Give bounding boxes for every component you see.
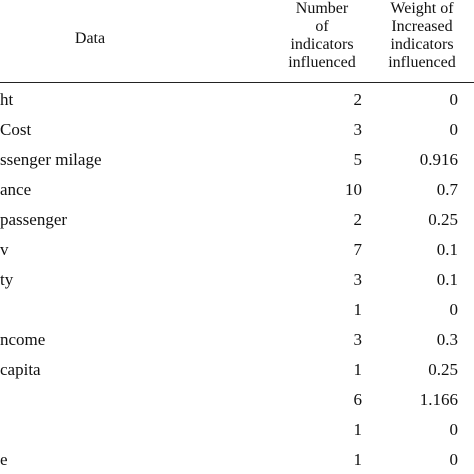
- table-body: [0, 86, 474, 474]
- row-weight: 0: [449, 120, 458, 139]
- header-weight-line: influenced: [388, 54, 456, 71]
- row-label: ncome: [0, 330, 46, 349]
- table-row: [0, 326, 474, 356]
- table-row: [0, 116, 474, 146]
- row-number: 1: [353, 450, 362, 469]
- row-number: 7: [353, 240, 362, 259]
- row-weight: 0.7: [436, 180, 458, 199]
- header-weight-line: indicators: [390, 36, 454, 53]
- row-label: e: [0, 450, 8, 469]
- row-label: passenger: [0, 210, 68, 229]
- row-weight: 0: [449, 300, 458, 319]
- header-number-line: of: [315, 18, 329, 35]
- table-row: [0, 176, 474, 206]
- row-label: ty: [0, 270, 14, 289]
- row-number: 3: [353, 330, 362, 349]
- row-label: v: [0, 240, 9, 259]
- header-weight-line: Increased: [391, 18, 453, 35]
- header-data: Data: [74, 30, 106, 47]
- row-weight: 0.916: [419, 150, 458, 169]
- row-number: 1: [353, 420, 362, 439]
- header-weight-of-increased-indicators: [370, 0, 474, 72]
- table-row: [0, 146, 474, 176]
- header-number-line: indicators: [290, 36, 354, 53]
- row-number: 1: [353, 300, 362, 319]
- row-weight: 0.3: [436, 330, 458, 349]
- table-row: [0, 416, 474, 446]
- row-weight: 1.166: [419, 390, 458, 409]
- row-number: 6: [353, 390, 362, 409]
- header-divider: [0, 82, 474, 83]
- table-row: [0, 206, 474, 236]
- row-weight: 0.1: [436, 270, 458, 289]
- row-weight: 0.1: [436, 240, 458, 259]
- row-number: 1: [353, 360, 362, 379]
- row-weight: 0.25: [428, 210, 458, 229]
- row-label: ht: [0, 90, 14, 109]
- row-weight: 0: [449, 420, 458, 439]
- header-weight-line: Weight of: [390, 0, 454, 17]
- header-number-line: influenced: [288, 54, 356, 71]
- table-row: [0, 296, 474, 326]
- row-label: ance: [0, 180, 32, 199]
- row-number: 2: [353, 90, 362, 109]
- row-number: 3: [353, 120, 362, 139]
- row-number: 2: [353, 210, 362, 229]
- row-label: ssenger milage: [0, 150, 102, 169]
- table-row: [0, 86, 474, 116]
- row-label: capita: [0, 360, 41, 379]
- header-number-line: Number: [295, 0, 349, 17]
- table-row: [0, 266, 474, 296]
- row-number: 10: [345, 180, 362, 199]
- row-weight: 0.25: [428, 360, 458, 379]
- row-weight: 0: [449, 450, 458, 469]
- header-number-of-indicators: [278, 0, 366, 72]
- table-row: [0, 386, 474, 416]
- table-row: [0, 446, 474, 474]
- row-weight: 0: [449, 90, 458, 109]
- row-label: Cost: [0, 120, 32, 139]
- row-number: 3: [353, 270, 362, 289]
- row-number: 5: [353, 150, 362, 169]
- table-row: [0, 356, 474, 386]
- table-row: [0, 236, 474, 266]
